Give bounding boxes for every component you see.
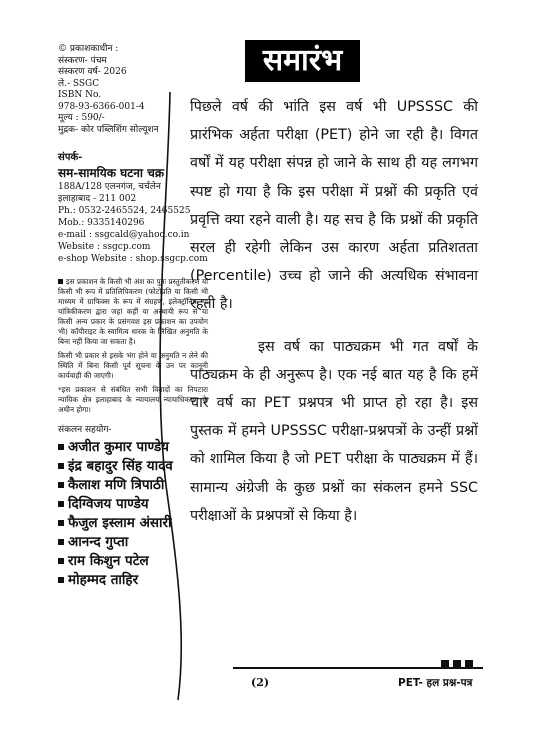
compiler-name: इंद्र बहादुर सिंह यादव <box>68 458 173 474</box>
edition-year-line: संस्करण वर्ष- 2026 <box>58 67 127 77</box>
preface-body <box>190 93 478 530</box>
square-bullet-icon <box>58 463 64 469</box>
price-line: मूल्य : 590/- <box>58 113 105 123</box>
eshop-line: e-shop Website : shop.ssgcp.com <box>58 253 208 264</box>
address-line: 188A/128 एलनगंज, चर्चलेन <box>58 181 161 192</box>
compiler-name: अजीत कुमार पाण्डेय <box>68 439 170 455</box>
left-column <box>58 44 208 590</box>
square-bullet-icon <box>58 501 64 507</box>
end-of-text-marks <box>441 653 477 672</box>
page-number: (2) <box>251 676 270 689</box>
compiler-name: कैलाश मणि त्रिपाठी <box>68 477 165 493</box>
phone-line: Ph.: 0532-2465524, 2465525 <box>58 205 191 216</box>
mobile-line: Mob.: 9335140296 <box>58 217 145 228</box>
legal-paragraph-3: *इस प्रकाशन से संबंधित सभी विवादों का निपटारा न्यायिक क्षेत्र इलाहाबाद के न्यायालय न्यायाधिकरण के अधीन होगा। <box>58 384 208 414</box>
footer-book-title: PET- हल प्रश्न-पत्र <box>398 677 473 689</box>
footer-rule <box>233 667 483 669</box>
email-line: e-mail : ssgcald@yahoo.co.in <box>58 229 190 240</box>
printer-line: मुद्रक- कोर पब्लिशिंग सोल्यूशन <box>58 124 159 135</box>
organization-name: सम-सामयिक घटना चक्र <box>58 165 165 180</box>
publication-info <box>58 44 208 136</box>
square-bullet-icon <box>58 577 64 583</box>
legal-notice <box>58 277 208 415</box>
compiler-item <box>58 457 208 476</box>
compilers-list <box>58 438 208 590</box>
compilers-title: संकलन सहयोग- <box>58 424 112 435</box>
compiler-name: दिग्विजय पाण्डेय <box>68 496 149 512</box>
compiler-item <box>58 533 208 552</box>
compiler-item <box>58 476 208 495</box>
square-bullet-icon <box>58 279 63 284</box>
website-line: Website : ssgcp.com <box>58 241 151 252</box>
square-bullet-icon <box>58 558 64 564</box>
square-bullet-icon <box>58 520 64 526</box>
legal-paragraph-1 <box>58 277 208 347</box>
compiler-item <box>58 514 208 533</box>
compiler-name: राम किशुन पटेल <box>68 553 149 569</box>
compiler-item <box>58 552 208 571</box>
square-bullet-icon <box>58 444 64 450</box>
compiler-item <box>58 495 208 514</box>
preface-paragraph-1: पिछले वर्ष की भांति इस वर्ष भी UPSSSC की प्रारंभिक अर्हता परीक्षा (PET) होने जा रही है। विगत वर्षों में यह परीक्षा संपन्न हो जाने के साथ ही यह लगभग स्पष्ट हो गया है कि इस परीक्षा में प्रश्नों की प्रकृति एवं प्रवृत्ति क्या रहने वाली है। यह सच है कि प्रश्नों की प्रकृति सरल ही रहेगी लेकिन उस कारण अर्हता प्रतिशतता (Percentile) उच्च हो जाने की अत्यधिक संभावना रहती है। <box>190 99 478 313</box>
preface-paragraph-2: इस वर्ष का पाठ्यक्रम भी गत वर्षों के पाठ्यक्रम के ही अनुरूप है। एक नई बात यह है कि हमें चार वर्ष का PET प्रश्नपत्र भी प्राप्त हो रहा है। इस पुस्तक में हमने UPSSSC परीक्षा-प्रश्नपत्रों के उन्हीं प्रश्नों को शामिल किया है जो PET परीक्षा के पाठ्यक्रम में हैं। सामान्य अंग्रेजी के कुछ प्रश्नों का संकलन हमने SSC परीक्षाओं के प्रश्नपत्रों से किया है। <box>190 338 478 524</box>
compiler-item <box>58 571 208 590</box>
compiler-name: मोहम्मद ताहिर <box>68 572 139 588</box>
square-bullet-icon <box>58 482 64 488</box>
isbn-number: 978-93-6366-001-4 <box>58 101 145 112</box>
compiler-item <box>58 438 208 457</box>
contact-title: संपर्क- <box>58 152 83 163</box>
legal-paragraph-2: किसी भी प्रकार से इसके भंग होने या अनुमति न लेने की स्थिति में बिना किसी पूर्व सूचना के उन पर कानूनी कार्यवाही की जाएगी। <box>58 350 208 380</box>
square-bullet-icon <box>58 539 64 545</box>
page-title: समारंभ <box>262 43 343 78</box>
compiler-name: आनन्द गुप्ता <box>68 534 129 550</box>
legal-text-1: इस प्रकाशन के किसी भी अंश का पुनः प्रस्तुतीकरण या किसी भी रूप में प्रतिलिपिकरण (फोटोप्रति या किसी भी माध्यम में ग्राफिक्स के रूप में संग्रहण, इलेक्ट्रॉनिक या यांत्रिकीकरण द्वारा जहां कहीं या अस्थायी रूप से या किसी अन्य प्रकार के प्रसंगवश इस प्रकाशन का उपयोग भी) कॉपीराइट के स्वामित्व धारक के लिखित अनुमति के बिना नहीं किया जा सकता है। <box>58 276 208 346</box>
compiler-name: फैजुल इस्लाम अंसारी <box>68 515 172 531</box>
author-line: ले.- SSGC <box>58 78 100 89</box>
address-city: इलाहाबाद - 211 002 <box>58 193 137 204</box>
title-banner <box>245 40 360 82</box>
copyright-line: © प्रकाशकाधीन : <box>58 44 119 54</box>
isbn-label: ISBN No. <box>58 90 102 100</box>
contact-address <box>58 181 208 265</box>
edition-line: संस्करण- पंचम <box>58 55 107 66</box>
